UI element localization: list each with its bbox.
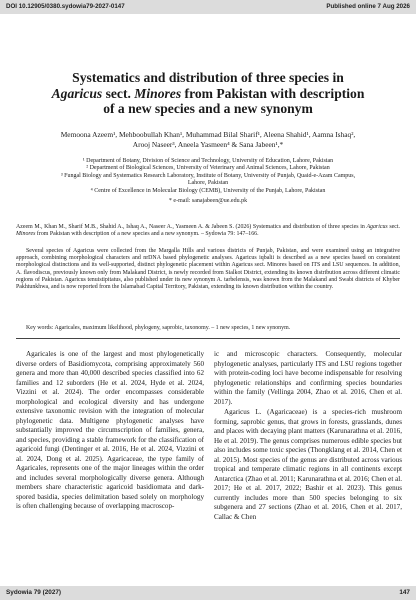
title-sect-word: sect.	[102, 85, 135, 101]
title-line-3: of a new species and a new synonym	[103, 101, 313, 117]
citation-mid: sect.	[387, 224, 400, 230]
body-column-right	[214, 350, 402, 522]
affiliation-3: ³ Fungal Biology and Systematics Research Laboratory, Institute of Botany, University of Punjab, Quaid-e-Azam Campus,	[60, 172, 356, 179]
abstract: Several species of Agaricus were collected from the Margalla Hills and various districts of Punjab, Pakistan, and were examined using an integrative approach, combining morphological characters and nrDNA based phylogenetic analyses. Agaricus iqbalii is described as a new species based on consistent morphological distinctions and its well-supported, distinct phylogenetic placement within Agaricus sect. Minores based on ITS and LSU sequences. In addition, A. flavodiscus, previously known only from Malakand District, is newly recorded from Sialkot District, extending its known distribution across different climatic regions of Pakistan. Agaricus tenuistipitatus, also published under its new synonym A. tarbelensis, was known from the Malakand and Swabi districts of Khyber Pakhtunkhwa, and is now reported from the Islamabad Capital Territory, Pakistan, extending its known distribution within the country.	[16, 248, 400, 291]
footer-bar	[0, 586, 416, 600]
affiliation-2: ² Department of Biological Sciences, University of Veterinary and Animal Sciences, Lahore, Pakistan	[86, 165, 330, 172]
doi-label[interactable]: DOI 10.12905/0380.sydowia79-2027-0147	[6, 3, 125, 10]
affiliation-3-cont: Lahore, Pakistan	[187, 180, 229, 187]
affiliation-1: ¹ Department of Botany, Division of Science and Technology, University of Education, Lahore, Pakistan	[82, 158, 334, 164]
body-paragraph: Agaricales is one of the largest and most phylogenetically diverse orders of Basidiomycota, comprising approximately 560 genera and more than 40,000 described species classified into 62 families and 12 suborders (He et al. 2024, Hyde et al. 2024, Vizzini et al. 2024). The order encompasses considerable morphological and ecological diversity and has undergone extensive taxonomic revision with the integration of molecular phylogenetic data. Multigene phylogenetic analyses have substantially improved the circumscription of families, genera, and species, providing a stable framework for the classification of agaricoid fungi (Dentinger et al. 2016, He et al. 2024, Vizzini et al. 2024, Dong et al. 2025). Agaricaceae, the type family of Agaricales, represents one of the major lineages within the order and includes several morphologically diverse genera. Although members share characteristic agaricoid basidiomata and dark-spored basidia, species delimitation based solely on morphology is often challenging because of overlapping macroscop-	[16, 350, 204, 510]
citation-section: Minores	[16, 231, 36, 238]
body-paragraph: ic and microscopic characters. Consequently, molecular phylogenetic analyses, particularly ITS and LSU regions together with protein-coding loci have become indispensable for resolving phylogenetic relationships and confirming species boundaries within the family (Vellinga 2004, Zhao et al. 2016, Chen et al. 2017).	[214, 350, 402, 406]
keywords-text: Agaricales, maximum likelihood, phylogeny, saprobic, taxonomy. – 1 new species, 1 new synonym.	[54, 325, 291, 331]
title-genus: Agaricus	[51, 85, 103, 101]
published-date: Published online 7 Aug 2026	[326, 3, 410, 10]
title-line-2	[14, 86, 402, 102]
title-line-1: Systematics and distribution of three species in	[72, 70, 344, 85]
corresponding-email[interactable]: * e-mail: sanajabeen@ue.edu.pk	[168, 198, 248, 205]
section-divider	[16, 338, 400, 339]
authors-line-2: Arooj Naseer³, Aneela Yasmeen⁴ & Sana Jabeen¹,*	[132, 140, 284, 149]
citation-genus: Agaricus	[366, 224, 388, 230]
title-section: Minores	[134, 85, 182, 101]
affiliation-4: ⁴ Centre of Excellence in Molecular Biology (CEMB), University of the Punjab, Lahore, Pakistan	[90, 187, 326, 194]
keywords-label: Key words:	[26, 325, 55, 331]
title-line-2-rest: from Pakistan with description	[181, 85, 365, 101]
citation-suffix: from Pakistan with description of a new species and a new synonym. – Sydowia 79: 147–166.	[35, 231, 259, 238]
body-column-left	[16, 350, 204, 512]
article-title	[14, 70, 402, 117]
author-list	[20, 130, 396, 150]
header-bar	[0, 0, 416, 14]
body-paragraph: Agaricus L. (Agaricaceae) is a species-rich mushroom forming, saprobic genus, that grows in forests, grasslands, dunes and places with decaying plant matters (Karunarathna et al. 2016, He et al. 2019). The genus comprises numerous edible species but also includes some toxic species (Thongklang et al. 2014, Chen et al. 2015). Most species of the genus are distributed across various tropical and temperate climatic regions in all continents except Antarctica (Zhao et al. 2011; Karunarathna et al. 2016; Chen et al. 2017; He et al. 2017, 2022; Bashir et al. 2023). This genus currently includes more than 500 species belonging to six subgenera and 27 sections (Zhao et al. 2016, Chen et al. 2017, Callac & Chen	[214, 408, 402, 521]
page-number: 147	[399, 589, 410, 596]
citation	[16, 224, 400, 238]
citation-prefix: Azeem M., Khan M., Sharif M.B., Shahid A., Ishaq A., Naseer A., Yasmeen A. & Jabeen S. (2026) Systematics and distribution of three species in	[16, 224, 367, 230]
affiliations	[8, 158, 408, 205]
authors-line-1: Memoona Azeem¹, Mehboobullah Khan¹, Muhammad Bilal Sharif¹, Aleena Shahid¹, Aamna Ishaq²,	[60, 130, 356, 139]
journal-label: Sydowia 79 (2027)	[6, 589, 62, 596]
keywords	[26, 325, 400, 332]
